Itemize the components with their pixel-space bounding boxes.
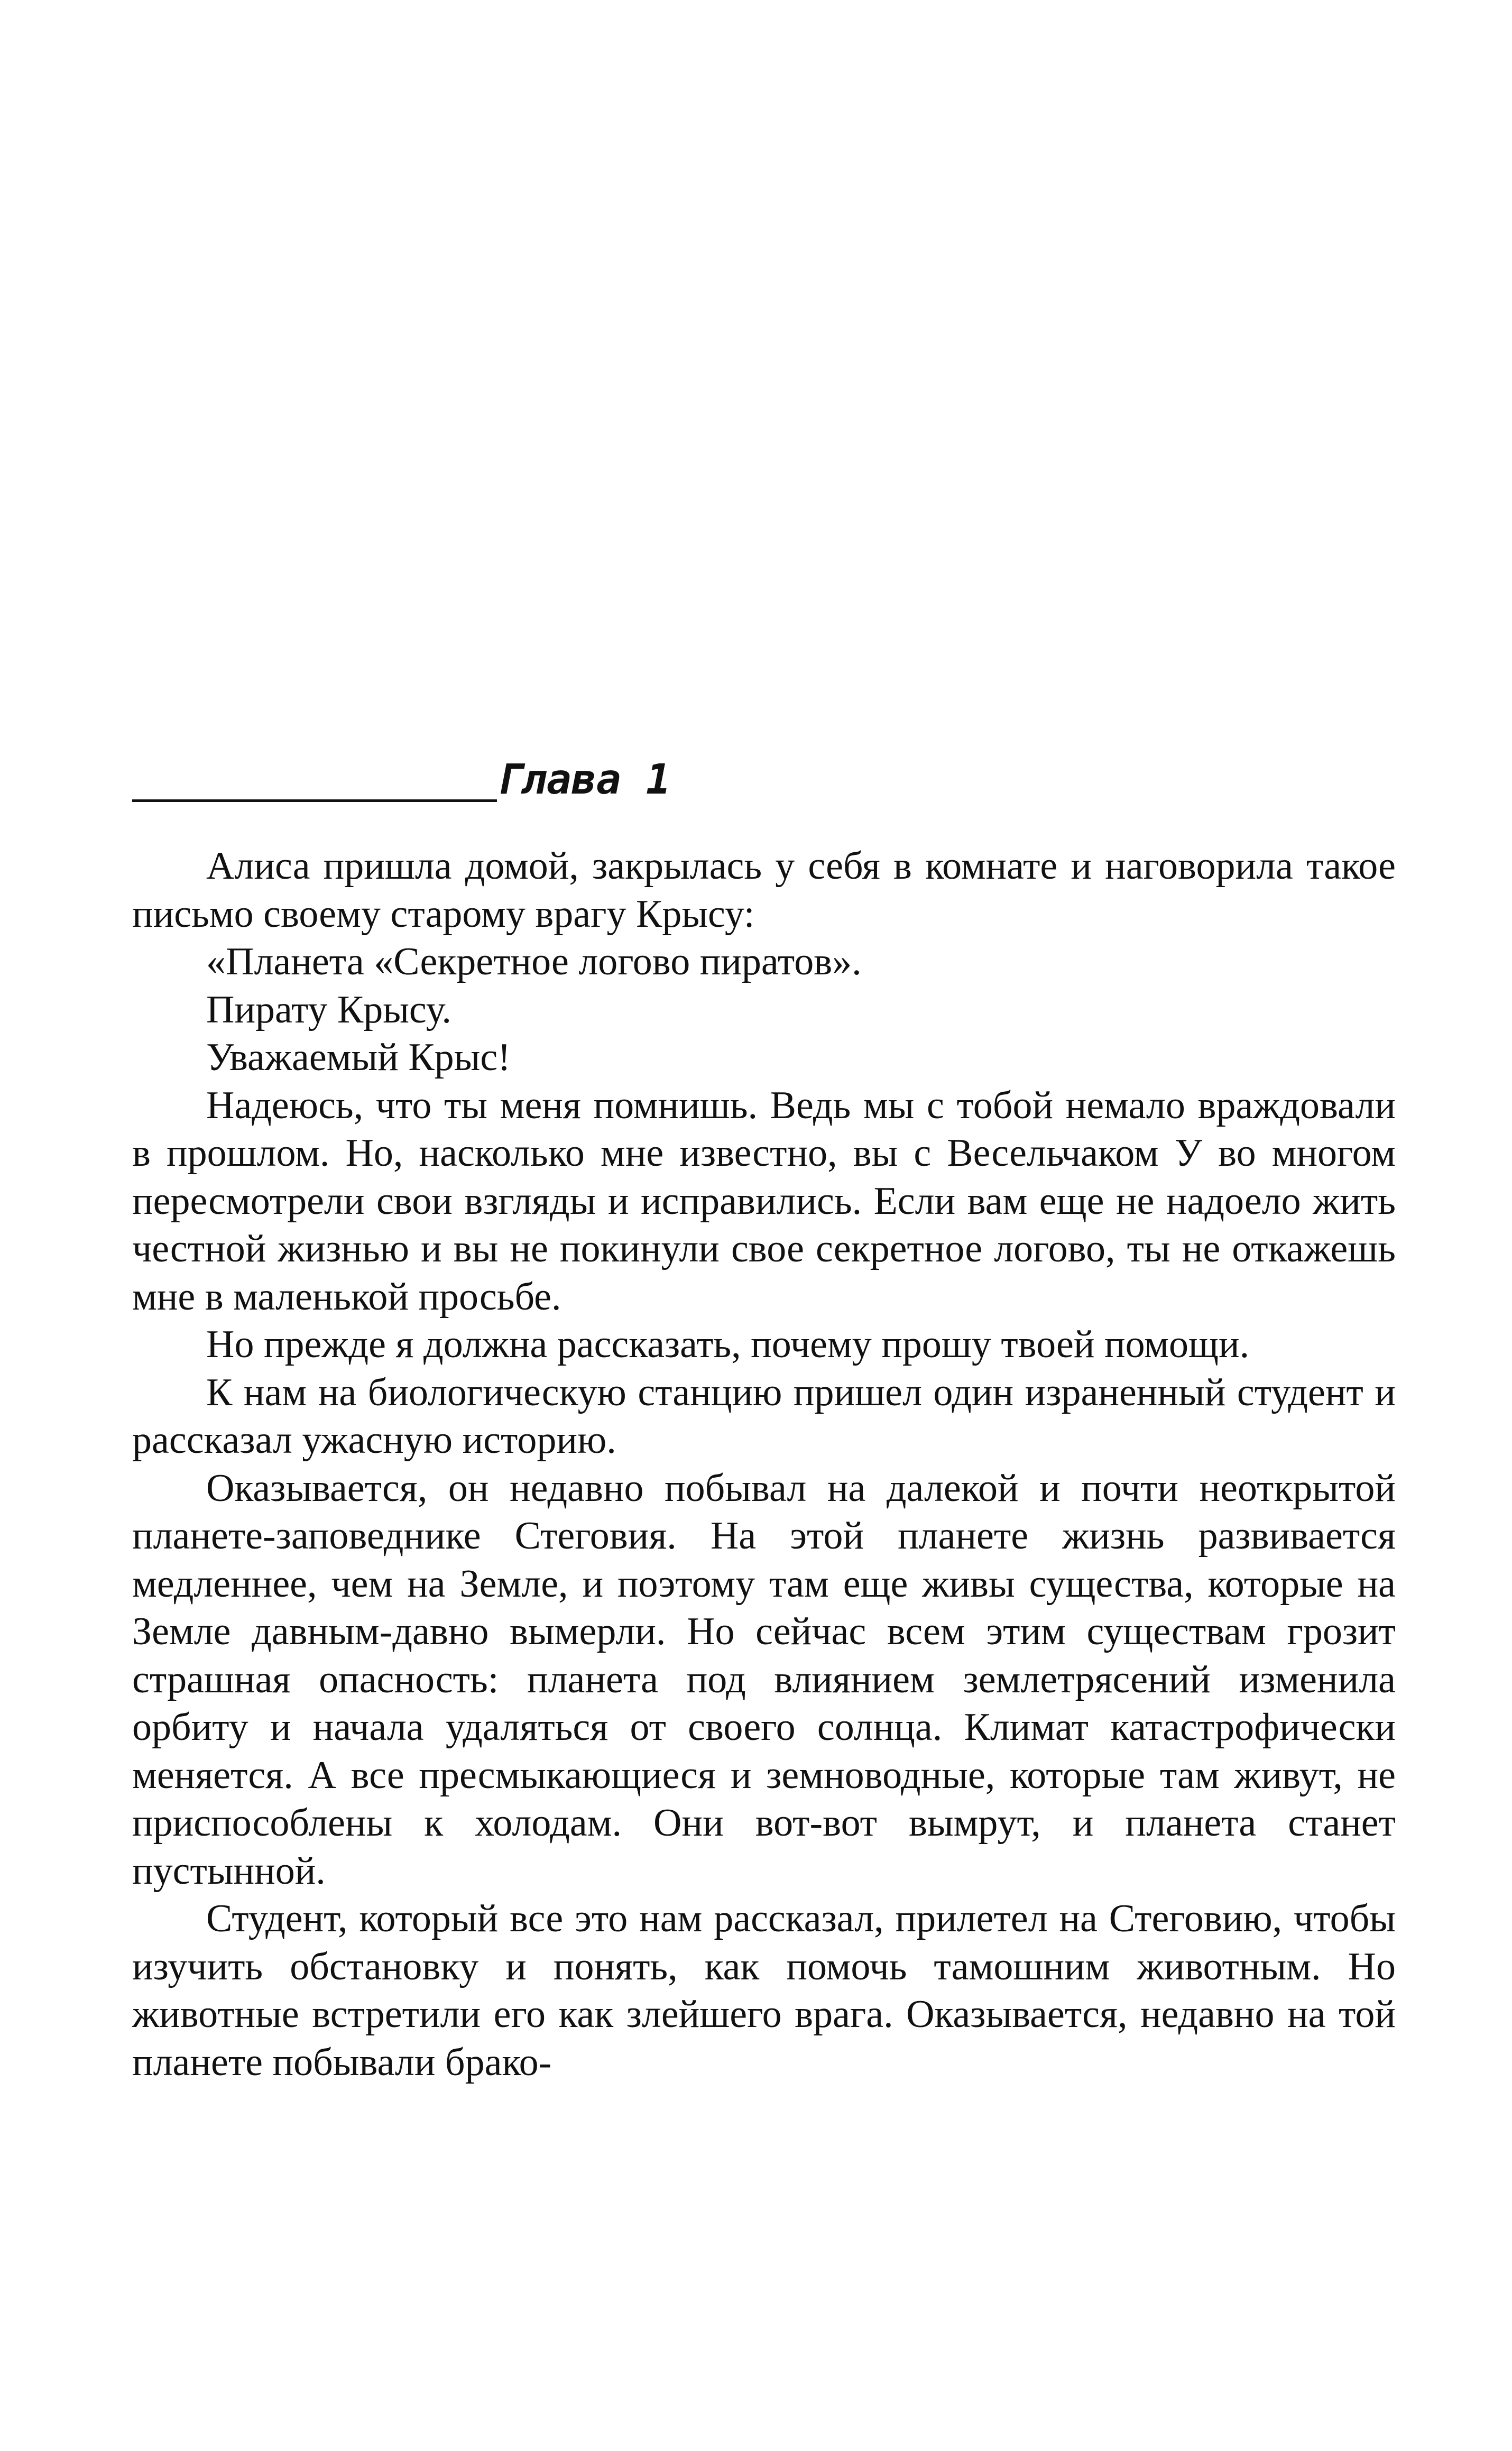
- paragraph: К нам на биологическую станцию пришел один израненный студент и рассказал ужасную историю.: [132, 1370, 1396, 1462]
- chapter-title: Глава 1: [497, 756, 671, 804]
- paragraph: «Планета «Секретное логово пиратов».: [206, 940, 862, 983]
- paragraph: Студент, который все это нам рассказал, прилетел на Стеговию, чтобы изучить обстановку и понять, как помочь тамошним животным. Но животные встретили его как злейшего врага. Оказывается, недавно на той планете побывали брако-: [132, 1897, 1396, 2084]
- paragraph: Алиса пришла домой, закрылась у себя в комнате и наговорила такое письмо своему старому врагу Крысу:: [132, 844, 1396, 936]
- paragraph: Уважаемый Крыс!: [206, 1036, 511, 1079]
- paragraph: Оказывается, он недавно побывал на далекой и почти неоткрытой планете-заповеднике Стеговия. На этой планете жизнь развивается медленнее, чем на Земле, и поэтому там еще живы существа, которые на Земле давным-давно вымерли. Но сейчас всем этим существам грозит страшная опасность: планета под влиянием землетрясений изменила орбиту и начала удаляться от своего солнца. Климат катастрофически меняется. А все пресмыкающиеся и земноводные, которые там живут, не приспособлены к холодам. Они вот-вот вымрут, и планета станет пустынной.: [132, 1466, 1396, 1893]
- paragraph: Но прежде я должна рассказать, почему прошу твоей помощи.: [206, 1323, 1250, 1366]
- chapter-heading: [132, 751, 1396, 809]
- paragraph: Надеюсь, что ты меня помнишь. Ведь мы с тобой немало враждовали в прошлом. Но, насколько мне известно, вы с Весельчаком У во многом пересмотрели свои взгляды и исправились. Если вам еще не надоело жить честной жизнью и вы не покинули свое секретное логово, ты не откажешь мне в маленькой просьбе.: [132, 1083, 1396, 1319]
- chapter-rule: [132, 799, 497, 802]
- chapter-text: [132, 842, 1396, 2086]
- paragraph: Пирату Крысу.: [206, 988, 451, 1031]
